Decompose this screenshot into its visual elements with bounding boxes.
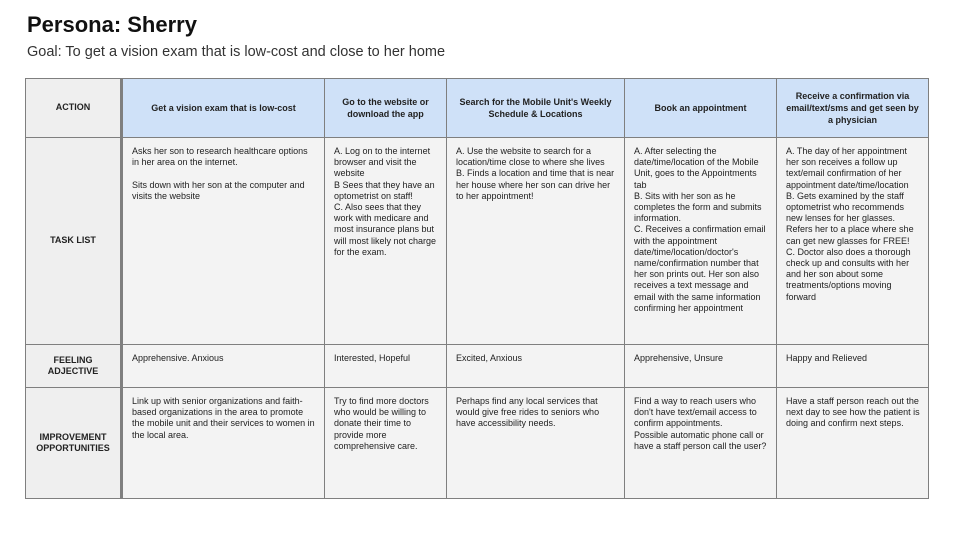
stage-3-feeling: Excited, Anxious [447, 345, 625, 388]
stage-1-task: Asks her son to research healthcare options in her area on the internet. Sits down with her son at the computer and visits the website [122, 138, 325, 345]
stage-2-task: A. Log on to the internet browser and visit the website B Sees that they have an optometrist on staff! C. Also sees that they work with medicare and most insurance plans but will most likely not charge for the exam. [325, 138, 447, 345]
stage-4-improvement: Find a way to reach users who don't have text/email access to confirm appointments. Possible automatic phone call or have a staff person call the user? [625, 388, 777, 499]
stage-5-task: A. The day of her appointment her son receives a follow up text/email confirmation of her appointment date/time/location B. Gets examined by the staff optometrist who recommends new lenses for her glasses. Refers her to a place where she can get new glasses for FREE! C. Doctor also does a thorough check up and consults with her and her son about some treatments/options moving forward [777, 138, 929, 345]
action-row [26, 79, 929, 138]
row-label-feeling: FEELING ADJECTIVE [26, 345, 122, 388]
task-list-row [26, 138, 929, 345]
stage-5-improvement: Have a staff person reach out the next day to see how the patient is doing and confirm next steps. [777, 388, 929, 499]
stage-2-feeling: Interested, Hopeful [325, 345, 447, 388]
stage-1-feeling: Apprehensive. Anxious [122, 345, 325, 388]
persona-title: Persona: Sherry [27, 12, 197, 37]
stage-5-action: Receive a confirmation via email/text/sms and get seen by a physician [777, 79, 929, 138]
improvement-row [26, 388, 929, 499]
stage-4-task: A. After selecting the date/time/location of the Mobile Unit, goes to the Appointments tab B. Sits with her son as he completes the form and submits information. C. Receives a confirmation email with the appointment date/time/location/doctor's name/confirmation number that her son prints out. Her son also receives a text message and email with the same information confirming her appointment [625, 138, 777, 345]
row-label-task-list: TASK LIST [26, 138, 122, 345]
feeling-row [26, 345, 929, 388]
stage-3-improvement: Perhaps find any local services that would give free rides to seniors who have accessibility needs. [447, 388, 625, 499]
stage-3-action: Search for the Mobile Unit's Weekly Schedule & Locations [447, 79, 625, 138]
stage-4-feeling: Apprehensive, Unsure [625, 345, 777, 388]
journey-map-table [25, 78, 929, 499]
stage-2-action: Go to the website or download the app [325, 79, 447, 138]
persona-goal: Goal: To get a vision exam that is low-cost and close to her home [27, 44, 446, 60]
stage-4-action: Book an appointment [625, 79, 777, 138]
stage-5-feeling: Happy and Relieved [777, 345, 929, 388]
row-label-action: ACTION [26, 79, 122, 138]
stage-1-action: Get a vision exam that is low-cost [122, 79, 325, 138]
stage-1-improvement: Link up with senior organizations and faith-based organizations in the area to promote the mobile unit and their services to women in the local area. [122, 388, 325, 499]
stage-3-task: A. Use the website to search for a location/time close to where she lives B. Finds a location and time that is near her house where her son can drive her to her appointment! [447, 138, 625, 345]
row-label-improvement: IMPROVEMENT OPPORTUNITIES [26, 388, 122, 499]
stage-2-improvement: Try to find more doctors who would be willing to donate their time to provide more comprehensive care. [325, 388, 447, 499]
